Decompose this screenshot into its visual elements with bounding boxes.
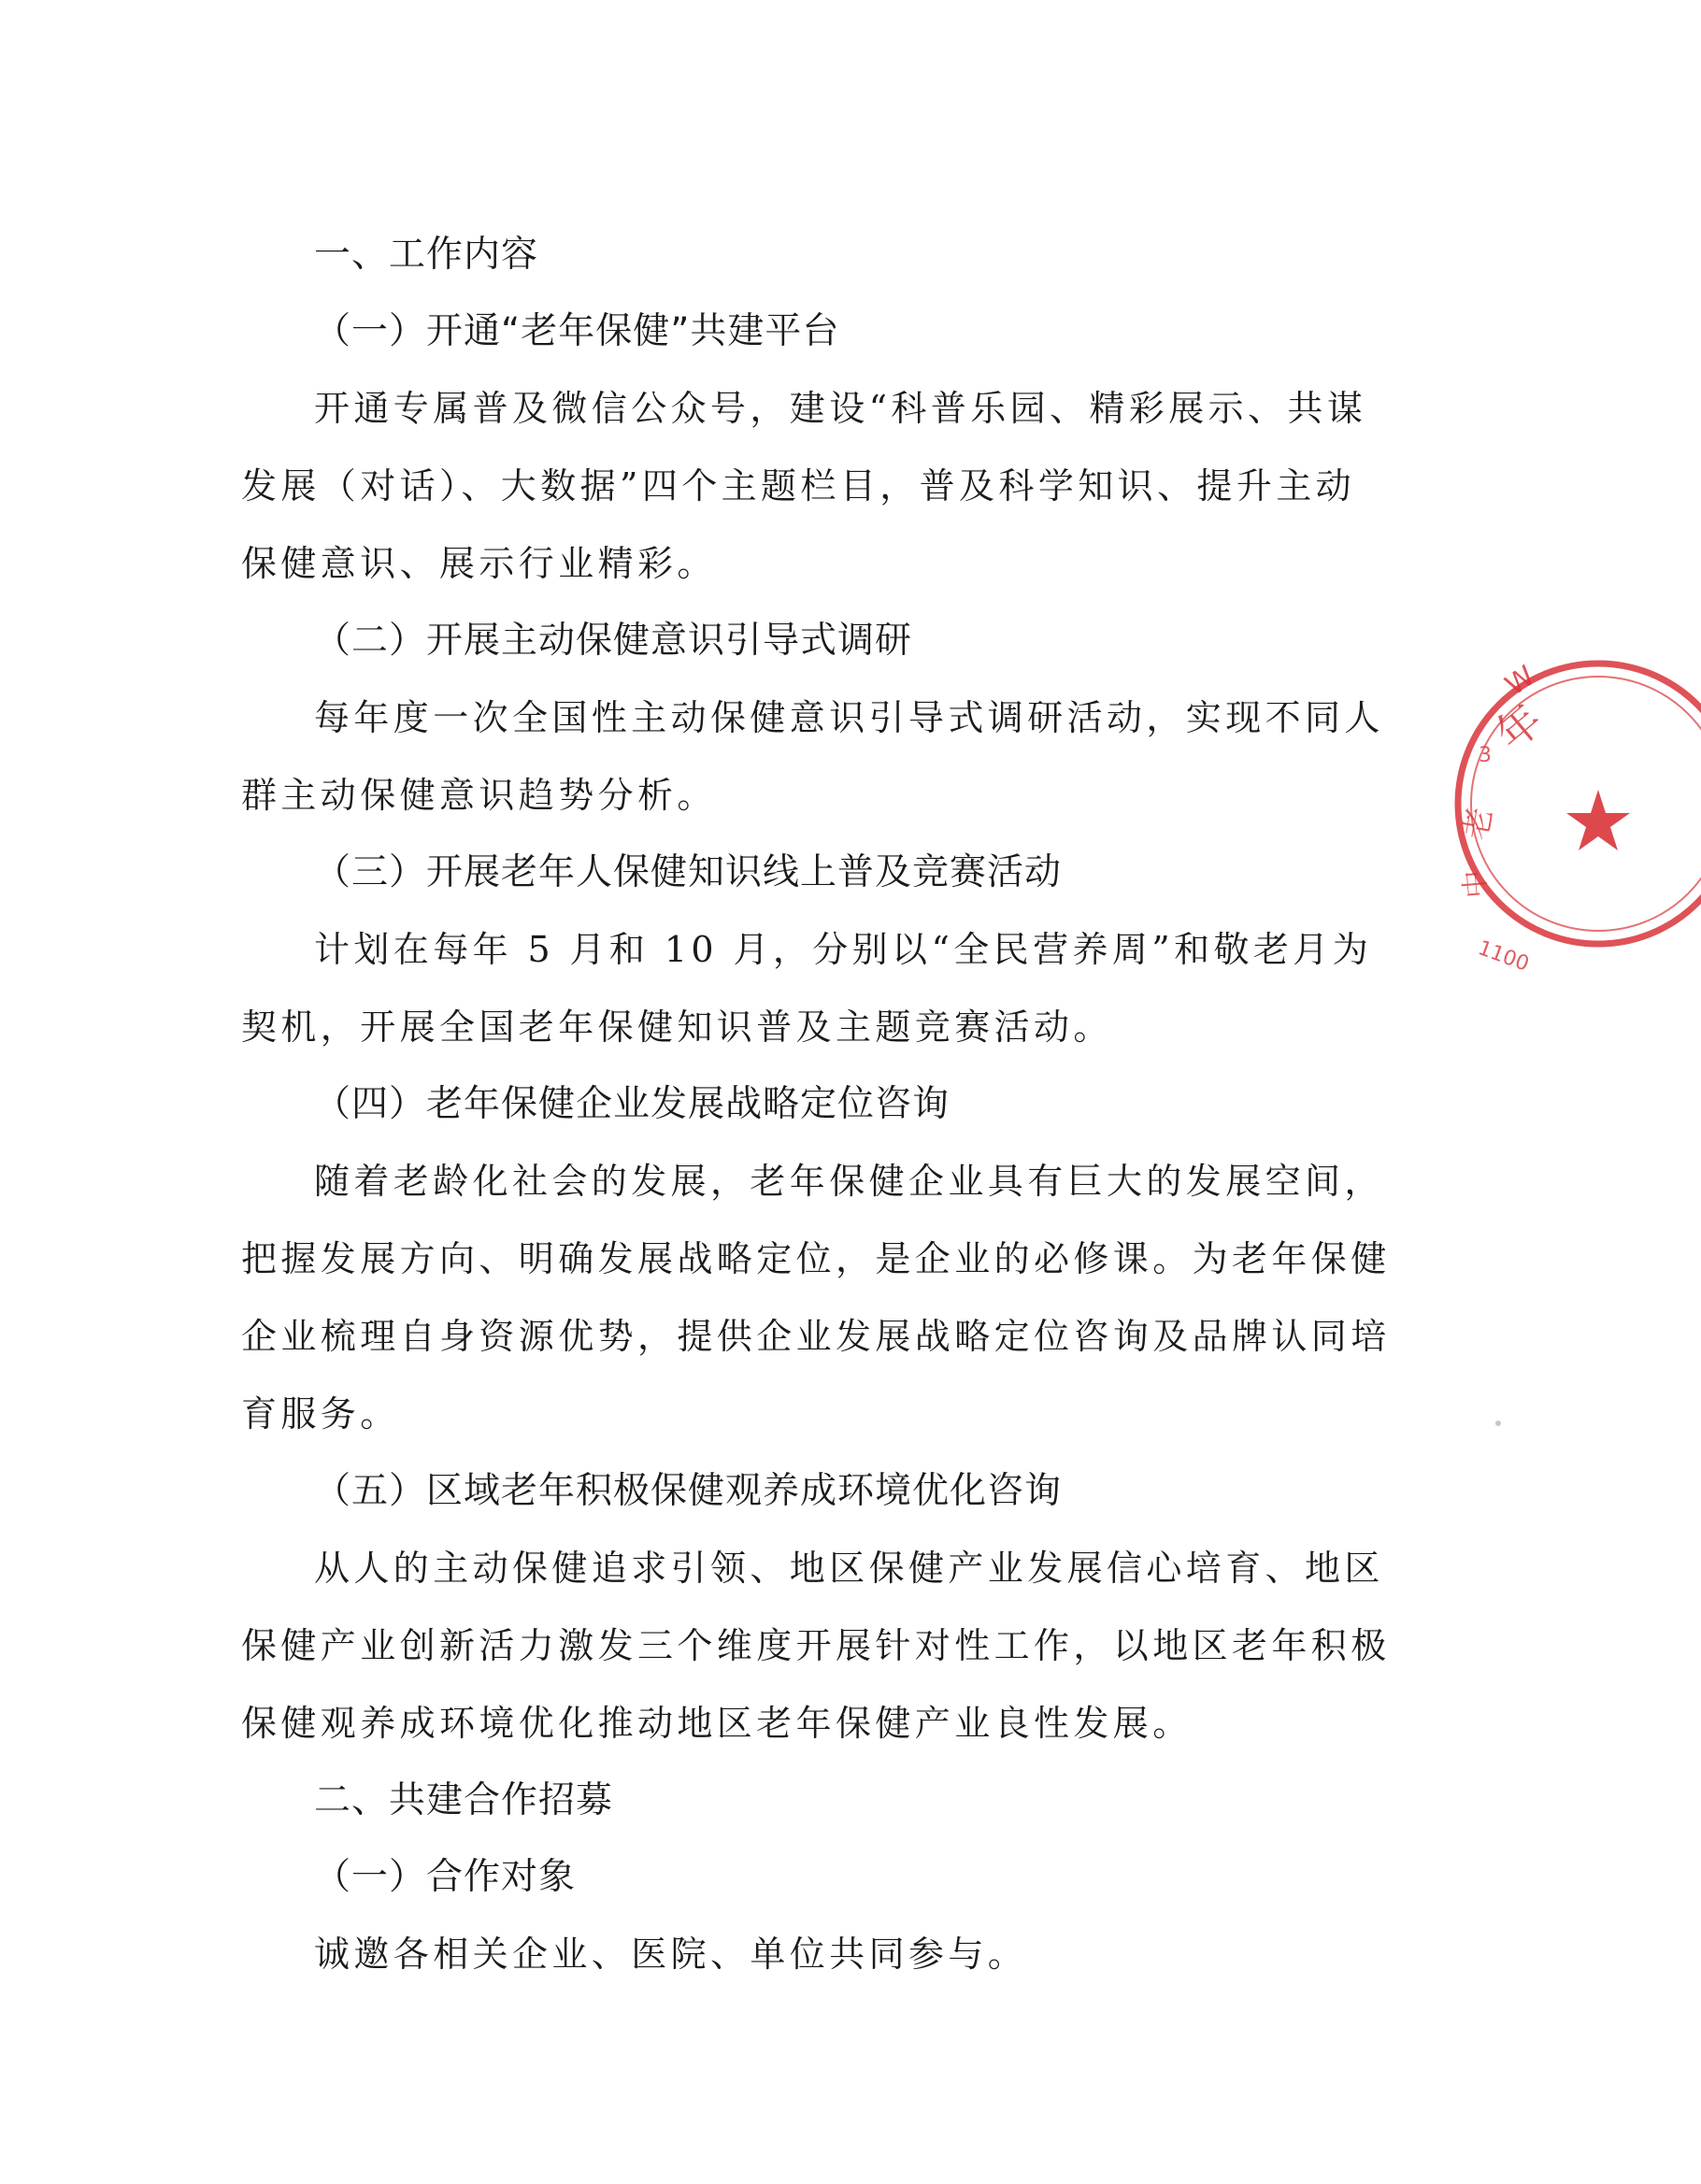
paragraph xyxy=(241,1143,1391,1453)
subsection-heading: （四）老年保健企业发展战略定位咨询 xyxy=(314,1083,951,1125)
paragraph-line: 把握发展方向、明确发展战略定位，是企业的必修课。为老年保健 xyxy=(241,1238,1391,1279)
paragraph-line: 保健产业创新活力激发三个维度开展针对性工作，以地区老年积极 xyxy=(241,1625,1391,1666)
subsection-heading: （一）开通“老年保健”共建平台 xyxy=(314,310,840,352)
paragraph-line: 契机，开展全国老年保健知识普及主题竞赛活动。 xyxy=(241,1006,1113,1048)
paragraph xyxy=(241,1916,1316,1993)
section-heading: 二、共建合作招募 xyxy=(314,1779,614,1821)
paragraph-line: 每年度一次全国性主动保健意识引导式调研活动，实现不同人 xyxy=(314,697,1384,738)
paragraph-line: 随着老龄化社会的发展，老年保健企业具有巨大的发展空间， xyxy=(314,1161,1384,1202)
paragraph xyxy=(241,1530,1391,1763)
subsection-heading: （五）区域老年积极保健观养成环境优化咨询 xyxy=(314,1470,1063,1512)
svg-text:1100: 1100 xyxy=(1474,936,1533,977)
paragraph-line: 诚邀各相关企业、医院、单位共同参与。 xyxy=(314,1934,1028,1975)
paragraph-line: 群主动保健意识趋势分析。 xyxy=(241,775,717,816)
paragraph-line: 从人的主动保健追求引领、地区保健产业发展信心培育、地区 xyxy=(314,1548,1384,1589)
paragraph-line: 计划在每年 5 月和 10 月，分别以“全民营养周”和敬老月为 xyxy=(314,929,1373,970)
paragraph-line: 开通专属普及微信公众号，建设“科普乐园、精彩展示、共谋 xyxy=(314,388,1367,429)
paragraph xyxy=(241,911,1373,1066)
paragraph xyxy=(241,370,1367,603)
scan-speck xyxy=(1495,1420,1501,1426)
subsection-heading: （二）开展主动保健意识引导式调研 xyxy=(314,620,913,662)
paragraph-line: 发展（对话）、大数据”四个主题栏目，普及科学知识、提升主动 xyxy=(241,465,1356,507)
svg-text:W: W xyxy=(1499,659,1541,703)
section-heading: 一、工作内容 xyxy=(314,234,539,276)
subsection-heading: （三）开展老年人保健知识线上普及竞赛活动 xyxy=(314,851,1063,893)
paragraph-line: 保健意识、展示行业精彩。 xyxy=(241,543,717,584)
svg-text:中: 中 xyxy=(1458,868,1494,900)
paragraph-line: 企业梳理自身资源优势，提供企业发展战略定位咨询及品牌认同培 xyxy=(241,1316,1391,1357)
subsection-heading: （一）合作对象 xyxy=(314,1856,577,1898)
svg-text:年: 年 xyxy=(1486,693,1552,761)
svg-text:老: 老 xyxy=(1457,805,1500,843)
paragraph-line: 育服务。 xyxy=(241,1393,400,1435)
svg-text:3: 3 xyxy=(1479,744,1492,767)
paragraph xyxy=(241,679,1384,835)
official-seal-stamp xyxy=(1457,598,1701,977)
paragraph-line: 保健观养成环境优化推动地区老年保健产业良性发展。 xyxy=(241,1703,1193,1744)
document-body xyxy=(241,217,1391,1993)
